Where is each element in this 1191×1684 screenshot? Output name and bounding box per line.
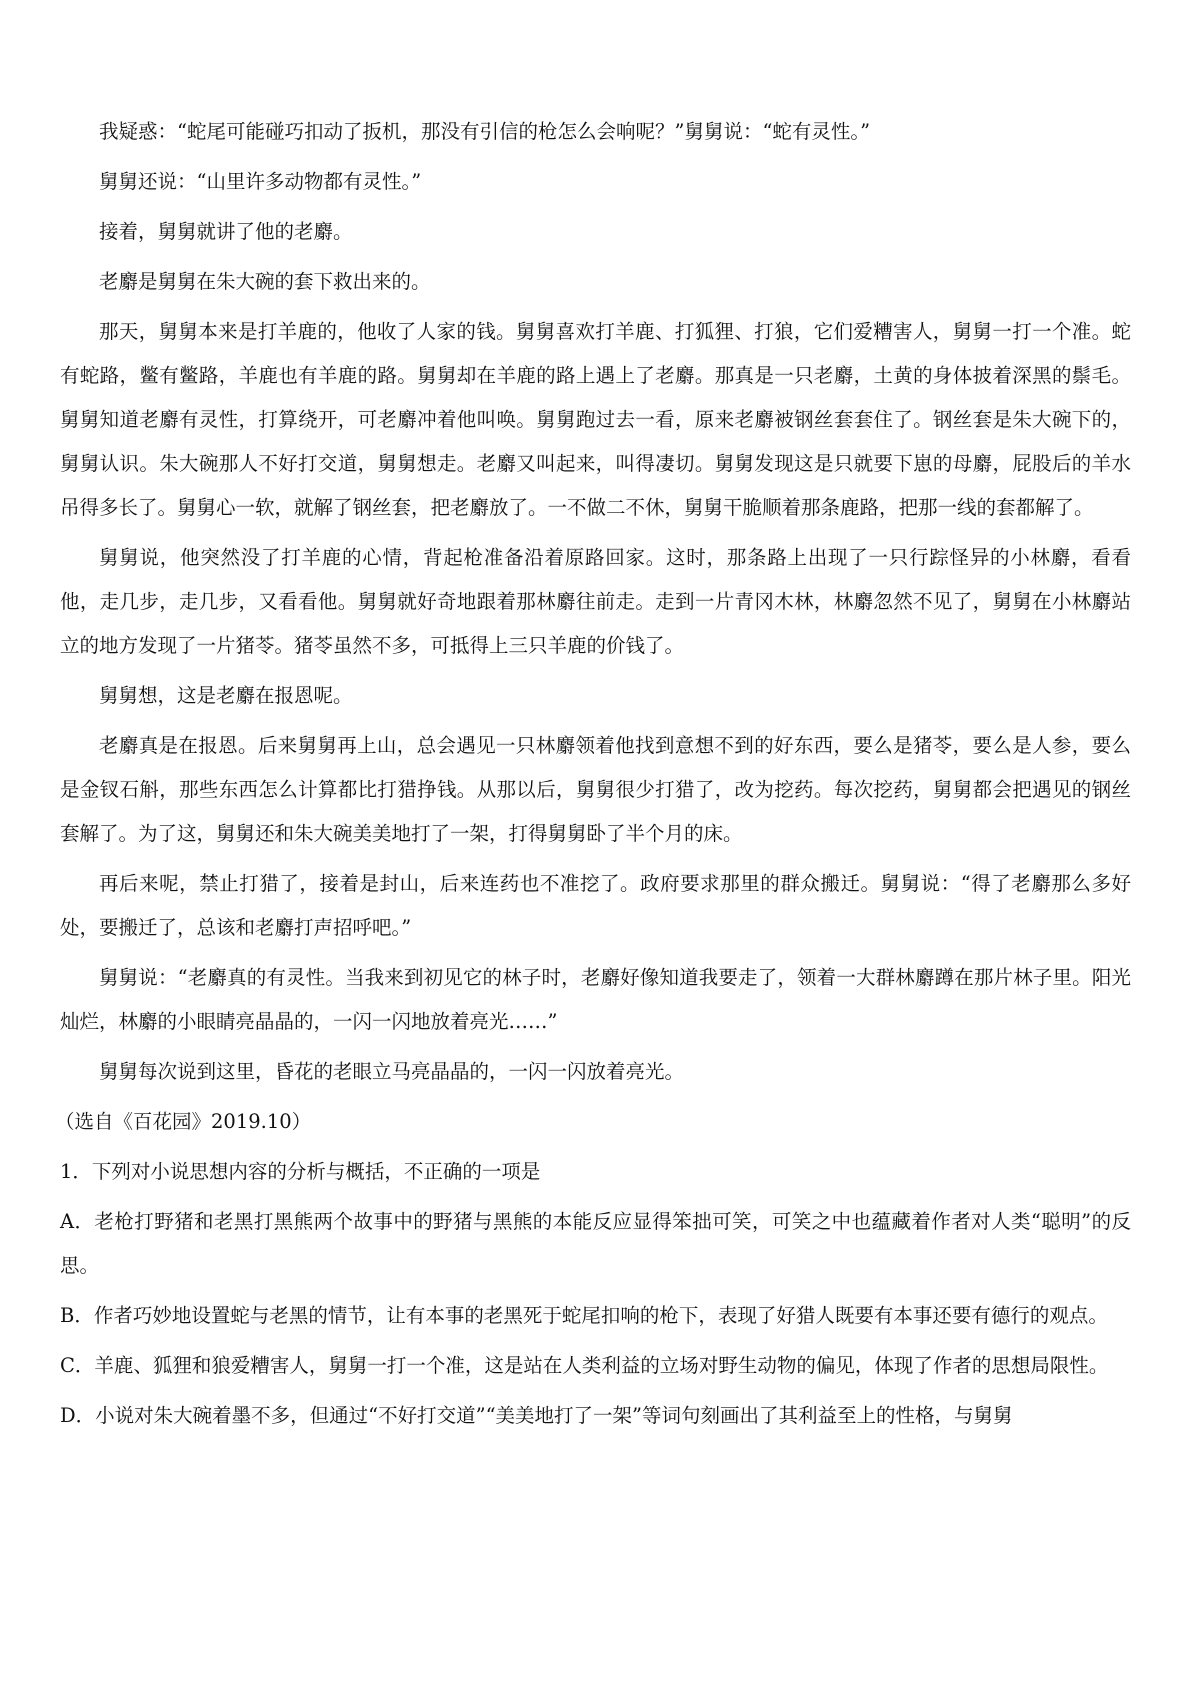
paragraph-1: 我疑惑：“蛇尾可能碰巧扣动了扳机，那没有引信的枪怎么会响呢？”舅舅说：“蛇有灵性。” <box>99 120 871 143</box>
source-citation: （选自《百花园》2019.10） <box>55 1110 312 1133</box>
paragraph-11: 舅舅每次说到这里，昏花的老眼立马亮晶晶的，一闪一闪放着亮光。 <box>99 1060 685 1083</box>
paragraph-6: 舅舅说，他突然没了打羊鹿的心情，背起枪准备沿着原路回家。这时，那条路上出现了一只行踪怪异的小林麝，看看他，走几步，走几步，又看看他。舅舅就好奇地跟着那林麝往前走。走到一片青冈木林，林麝忽然不见了，舅舅在小林麝站立的地方发现了一片猪苓。猪苓虽然不多，可抵得上三只羊鹿的价钱了。 <box>60 546 1131 657</box>
paragraph-9: 再后来呢，禁止打猎了，接着是封山，后来连药也不准挖了。政府要求那里的群众搬迁。舅舅说：“得了老麝那么多好处，要搬迁了，总该和老麝打声招呼吧。” <box>60 872 1131 939</box>
paragraph-2: 舅舅还说：“山里许多动物都有灵性。” <box>99 170 422 193</box>
question-stem: 1．下列对小说思想内容的分析与概括，不正确的一项是 <box>60 1160 541 1183</box>
option-c: C．羊鹿、狐狸和狼爱糟害人，舅舅一打一个准，这是站在人类利益的立场对野生动物的偏见，体现了作者的思想局限性。 <box>60 1354 1109 1377</box>
paragraph-10: 舅舅说：“老麝真的有灵性。当我来到初见它的林子时，老麝好像知道我要走了，领着一大群林麝蹲在那片林子里。阳光灿烂，林麝的小眼睛亮晶晶的，一闪一闪地放着亮光……” <box>60 966 1131 1033</box>
paragraph-4: 老麝是舅舅在朱大碗的套下救出来的。 <box>99 270 431 293</box>
option-d: D．小说对朱大碗着墨不多，但通过“不好打交道”“美美地打了一架”等词句刻画出了其利益至上的性格，与舅舅 <box>60 1404 1013 1427</box>
paragraph-8: 老麝真是在报恩。后来舅舅再上山，总会遇见一只林麝领着他找到意想不到的好东西，要么是猪苓，要么是人参，要么是金钗石斛，那些东西怎么计算都比打猎挣钱。从那以后，舅舅很少打猎了，改为挖药。每次挖药，舅舅都会把遇见的钢丝套解了。为了这，舅舅还和朱大碗美美地打了一架，打得舅舅卧了半个月的床。 <box>60 734 1131 845</box>
paragraph-7: 舅舅想，这是老麝在报恩呢。 <box>99 684 353 707</box>
option-b: B．作者巧妙地设置蛇与老黑的情节，让有本事的老黑死于蛇尾扣响的枪下，表现了好猎人既要有本事还要有德行的观点。 <box>60 1304 1108 1327</box>
option-a: A．老枪打野猪和老黑打黑熊两个故事中的野猪与黑熊的本能反应显得笨拙可笑，可笑之中也蕴藏着作者对人类“聪明”的反思。 <box>60 1210 1131 1277</box>
paragraph-3: 接着，舅舅就讲了他的老麝。 <box>99 220 353 243</box>
paragraph-5: 那天，舅舅本来是打羊鹿的，他收了人家的钱。舅舅喜欢打羊鹿、打狐狸、打狼，它们爱糟害人，舅舅一打一个准。蛇有蛇路，鳖有鳖路，羊鹿也有羊鹿的路。舅舅却在羊鹿的路上遇上了老麝。那真是一只老麝，土黄的身体披着深黑的鬃毛。舅舅知道老麝有灵性，打算绕开，可老麝冲着他叫唤。舅舅跑过去一看，原来老麝被钢丝套套住了。钢丝套是朱大碗下的，舅舅认识。朱大碗那人不好打交道，舅舅想走。老麝又叫起来，叫得凄切。舅舅发现这是只就要下崽的母麝，屁股后的羊水吊得多长了。舅舅心一软，就解了钢丝套，把老麝放了。一不做二不休，舅舅干脆顺着那条鹿路，把那一线的套都解了。 <box>60 320 1131 519</box>
